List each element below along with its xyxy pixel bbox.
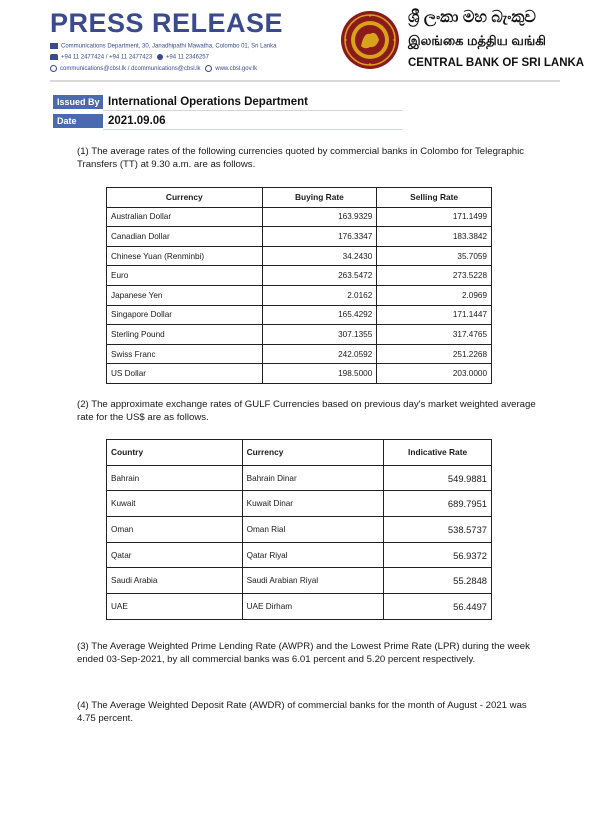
date-value: 2021.09.06 xyxy=(108,115,166,127)
currency-rates-table xyxy=(106,187,492,384)
currency-cell: Japanese Yen xyxy=(107,285,263,305)
buying-rate-cell: 176.3347 xyxy=(262,227,377,247)
bank-name-english: CENTRAL BANK OF SRI LANKA xyxy=(408,57,585,69)
country-cell: Saudi Arabia xyxy=(107,568,243,594)
column-header-selling-rate: Selling Rate xyxy=(377,188,492,208)
cbsl-seal-icon xyxy=(340,10,400,70)
currency-cell: UAE Dirham xyxy=(242,594,384,620)
table-header-row xyxy=(107,188,492,208)
table-row xyxy=(107,246,492,266)
selling-rate-cell: 183.3842 xyxy=(377,227,492,247)
envelope-icon xyxy=(50,43,58,49)
currency-cell: Bahrain Dinar xyxy=(242,465,384,491)
bank-name-sinhala: ශ්‍රී ලංකා මහ බැංකුව xyxy=(408,9,536,26)
table-row xyxy=(107,227,492,247)
section-3-text: (3) The Average Weighted Prime Lending Rate (AWPR) and the Lowest Prime Rate (LPR) during the week ended 03-Sep-2021, by all commercial banks was 6.01 percent and 5.20 percent respectively. xyxy=(77,641,530,665)
selling-rate-cell: 251.2268 xyxy=(377,344,492,364)
buying-rate-cell: 34.2430 xyxy=(262,246,377,266)
buying-rate-cell: 198.5000 xyxy=(262,364,377,384)
indicative-rate-cell: 55.2848 xyxy=(384,568,492,594)
web-icon xyxy=(205,65,212,72)
currency-cell: Chinese Yuan (Renminbi) xyxy=(107,246,263,266)
email-icon xyxy=(50,65,57,72)
section-2-text: (2) The approximate exchange rates of GULF Currencies based on previous day's market weighted average rate for the US$ are as follows. xyxy=(77,399,536,423)
indicative-rate-cell: 56.9372 xyxy=(384,542,492,568)
currency-cell: Saudi Arabian Riyal xyxy=(242,568,384,594)
email-web-line xyxy=(50,65,257,72)
header-divider xyxy=(50,80,560,82)
column-header-country: Country xyxy=(107,440,243,466)
country-cell: Qatar xyxy=(107,542,243,568)
table-row xyxy=(107,285,492,305)
table-row xyxy=(107,344,492,364)
indicative-rate-cell: 549.9881 xyxy=(384,465,492,491)
column-header-indicative-rate: Indicative Rate xyxy=(384,440,492,466)
buying-rate-cell: 163.9329 xyxy=(262,207,377,227)
address-text: Communications Department, 30, Janadhipathi Mawatha, Colombo 01, Sri Lanka xyxy=(61,43,277,50)
column-header-buying-rate: Buying Rate xyxy=(262,188,377,208)
selling-rate-cell: 35.7059 xyxy=(377,246,492,266)
section-1-text: (1) The average rates of the following currencies quoted by commercial banks in Colombo for Telegraphic Transfers (TT) at 9.30 a.m. are as follows. xyxy=(77,146,525,170)
buying-rate-cell: 242.0592 xyxy=(262,344,377,364)
website-text[interactable]: www.cbsl.gov.lk xyxy=(215,66,258,73)
selling-rate-cell: 203.0000 xyxy=(377,364,492,384)
gulf-rates-table xyxy=(106,439,492,620)
phone-line xyxy=(50,54,209,61)
table-row xyxy=(107,325,492,345)
table-header-row xyxy=(107,440,492,466)
currency-cell: Swiss Franc xyxy=(107,344,263,364)
phone-text: +94 11 2477424 / +94 11 2477423 xyxy=(61,54,153,61)
currency-cell: Qatar Riyal xyxy=(242,542,384,568)
currency-cell: Singapore Dollar xyxy=(107,305,263,325)
country-cell: Kuwait xyxy=(107,491,243,517)
bank-name-tamil: இலங்கை மத்திய வங்கி xyxy=(408,33,546,48)
currency-cell: Australian Dollar xyxy=(107,207,263,227)
selling-rate-cell: 273.5228 xyxy=(377,266,492,286)
currency-cell: Oman Rial xyxy=(242,517,384,543)
issued-by-value: International Operations Department xyxy=(108,96,309,108)
selling-rate-cell: 171.1499 xyxy=(377,207,492,227)
currency-cell: US Dollar xyxy=(107,364,263,384)
selling-rate-cell: 171.1447 xyxy=(377,305,492,325)
table-row xyxy=(107,465,492,491)
indicative-rate-cell: 56.4497 xyxy=(384,594,492,620)
phone-icon xyxy=(50,54,58,60)
currency-cell: Canadian Dollar xyxy=(107,227,263,247)
table-row xyxy=(107,517,492,543)
currency-cell: Kuwait Dinar xyxy=(242,491,384,517)
buying-rate-cell: 307.1355 xyxy=(262,325,377,345)
table-row xyxy=(107,266,492,286)
buying-rate-cell: 165.4292 xyxy=(262,305,377,325)
indicative-rate-cell: 689.7951 xyxy=(384,491,492,517)
table-row xyxy=(107,491,492,517)
address-line xyxy=(50,43,276,50)
press-release-title: PRESS RELEASE xyxy=(50,8,284,38)
table-row xyxy=(107,305,492,325)
indicative-rate-cell: 538.5737 xyxy=(384,517,492,543)
table-row xyxy=(107,542,492,568)
currency-cell: Euro xyxy=(107,266,263,286)
date-label: Date xyxy=(53,114,103,128)
issued-by-label: Issued By xyxy=(53,95,103,109)
column-header-currency: Currency xyxy=(107,188,263,208)
issued-by-underline xyxy=(103,110,403,111)
buying-rate-cell: 263.5472 xyxy=(262,266,377,286)
date-underline xyxy=(103,129,403,130)
country-cell: UAE xyxy=(107,594,243,620)
country-cell: Oman xyxy=(107,517,243,543)
buying-rate-cell: 2.0162 xyxy=(262,285,377,305)
fax-icon xyxy=(157,54,163,60)
table-row xyxy=(107,364,492,384)
currency-cell: Sterling Pound xyxy=(107,325,263,345)
table-row xyxy=(107,568,492,594)
fax-text: +94 11 2346257 xyxy=(165,54,209,61)
table-row xyxy=(107,594,492,620)
table-row xyxy=(107,207,492,227)
email-text[interactable]: communications@cbsl.lk / dcommunications@cbsl.lk xyxy=(60,66,201,73)
country-cell: Bahrain xyxy=(107,465,243,491)
selling-rate-cell: 317.4765 xyxy=(377,325,492,345)
section-4-text: (4) The Average Weighted Deposit Rate (AWDR) of commercial banks for the month of August - 2021 was 4.75 percent. xyxy=(77,700,527,724)
column-header-currency: Currency xyxy=(242,440,384,466)
selling-rate-cell: 2.0969 xyxy=(377,285,492,305)
